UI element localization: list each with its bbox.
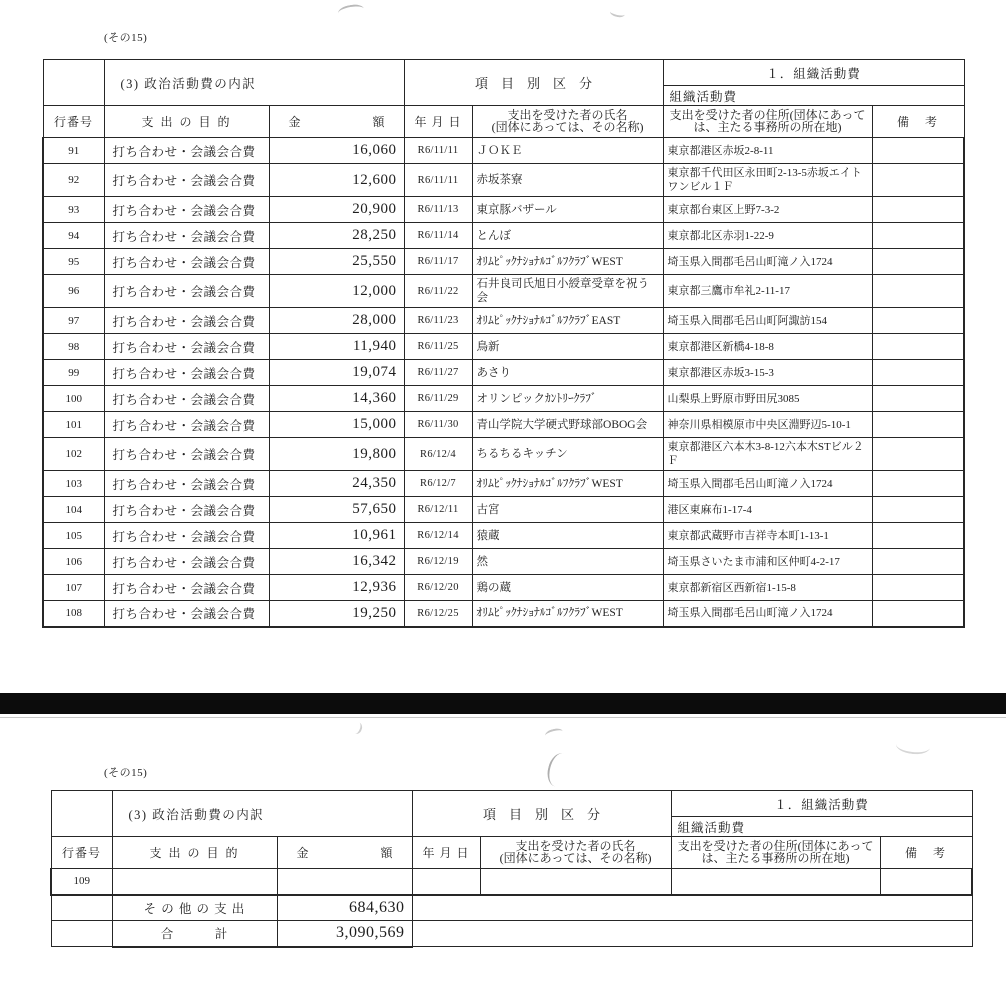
note-cell [872, 601, 964, 627]
section-title: (3) 政治活動費の内訳 [104, 60, 404, 106]
category-main-header: １．組織活動費 [663, 60, 964, 86]
row-number: 95 [43, 249, 104, 275]
note-cell [872, 386, 964, 412]
recipient-name [480, 869, 671, 895]
recipient-name: ＪＯＫＥ [472, 138, 663, 164]
category-main-header: １．組織活動費 [671, 791, 972, 817]
expense-date [412, 869, 480, 895]
expense-amount: 10,961 [269, 523, 404, 549]
expense-purpose: 打ち合わせ・会議会合費 [104, 249, 269, 275]
item-division-header: 項 目 別 区 分 [412, 791, 671, 837]
recipient-name: 古宮 [472, 497, 663, 523]
expense-purpose: 打ち合わせ・会議会合費 [104, 223, 269, 249]
other-expenses-amount: 684,630 [277, 895, 412, 921]
expense-purpose: 打ち合わせ・会議会合費 [104, 523, 269, 549]
recipient-address: 東京都港区六本木3-8-12六本木STビル２Ｆ [663, 438, 872, 471]
sheet-number-label: (その15) [104, 767, 148, 779]
expense-amount: 19,074 [269, 360, 404, 386]
header-corner-blank [43, 60, 104, 106]
expense-row [43, 275, 964, 308]
note-cell [872, 438, 964, 471]
expense-date: R6/12/7 [404, 471, 472, 497]
row-number: 104 [43, 497, 104, 523]
note-cell [872, 164, 964, 197]
page-separator-bar [0, 693, 1006, 714]
col-header-address: 支出を受けた者の住所(団体にあっては、主たる事務所の所在地) [663, 106, 872, 138]
note-cell [872, 497, 964, 523]
expense-amount: 24,350 [269, 471, 404, 497]
col-header-recipient [480, 837, 671, 869]
expense-amount: 11,940 [269, 334, 404, 360]
section-title: (3) 政治活動費の内訳 [112, 791, 412, 837]
recipient-name: ｵﾘﾑﾋﾟｯｸﾅｼｮﾅﾙｺﾞﾙﾌｸﾗﾌﾞWEST [472, 471, 663, 497]
expense-purpose: 打ち合わせ・会議会合費 [104, 308, 269, 334]
expense-row [43, 308, 964, 334]
expense-purpose: 打ち合わせ・会議会合費 [104, 138, 269, 164]
expense-purpose: 打ち合わせ・会議会合費 [104, 334, 269, 360]
expense-row [43, 412, 964, 438]
recipient-name: 青山学院大学硬式野球部OBOG会 [472, 412, 663, 438]
expense-amount: 19,250 [269, 601, 404, 627]
recipient-address: 東京都港区赤坂3-15-3 [663, 360, 872, 386]
expense-row [43, 497, 964, 523]
total-row [51, 921, 972, 947]
recipient-name: 然 [472, 549, 663, 575]
total-amount: 3,090,569 [277, 921, 412, 947]
expense-amount: 57,650 [269, 497, 404, 523]
note-cell [872, 197, 964, 223]
expense-row [43, 386, 964, 412]
expense-date: R6/11/30 [404, 412, 472, 438]
other-expenses-row [51, 895, 972, 921]
expense-row [43, 438, 964, 471]
row-number: 98 [43, 334, 104, 360]
row-number: 106 [43, 549, 104, 575]
summary-spacer [51, 921, 112, 947]
expense-date: R6/11/17 [404, 249, 472, 275]
expense-purpose: 打ち合わせ・会議会合費 [104, 497, 269, 523]
recipient-name: ｵﾘﾑﾋﾟｯｸﾅｼｮﾅﾙｺﾞﾙﾌｸﾗﾌﾞWEST [472, 249, 663, 275]
expense-row [51, 869, 972, 895]
row-number: 109 [51, 869, 112, 895]
expense-date: R6/11/22 [404, 275, 472, 308]
row-number: 101 [43, 412, 104, 438]
recipient-name: 猿蔵 [472, 523, 663, 549]
expense-row [43, 601, 964, 627]
expense-amount: 25,550 [269, 249, 404, 275]
recipient-address: 埼玉県入間郡毛呂山町滝ノ入1724 [663, 471, 872, 497]
recipient-address: 東京都武蔵野市吉祥寺本町1-13-1 [663, 523, 872, 549]
scanned-page-2 [0, 718, 1006, 990]
political-expense-table [42, 59, 965, 628]
expense-purpose: 打ち合わせ・会議会合費 [104, 601, 269, 627]
expense-purpose: 打ち合わせ・会議会合費 [104, 412, 269, 438]
row-number: 94 [43, 223, 104, 249]
row-number: 92 [43, 164, 104, 197]
expense-amount: 12,000 [269, 275, 404, 308]
col-header-row-number: 行番号 [51, 837, 112, 869]
category-sub-header: 組織活動費 [671, 817, 972, 837]
recipient-address: 東京都千代田区永田町2-13-5赤坂エイトワンビル１Ｆ [663, 164, 872, 197]
recipient-address: 神奈川県相模原市中央区淵野辺5-10-1 [663, 412, 872, 438]
expense-date: R6/11/23 [404, 308, 472, 334]
note-cell [872, 471, 964, 497]
row-number: 93 [43, 197, 104, 223]
expense-amount: 12,600 [269, 164, 404, 197]
expense-purpose: 打ち合わせ・会議会合費 [104, 360, 269, 386]
expense-date: R6/12/20 [404, 575, 472, 601]
col-header-purpose: 支 出 の 目 的 [104, 106, 269, 138]
row-number: 91 [43, 138, 104, 164]
summary-spacer [412, 921, 972, 947]
expense-date: R6/12/14 [404, 523, 472, 549]
expense-date: R6/11/25 [404, 334, 472, 360]
recipient-name: 石井良司氏旭日小綬章受章を祝う会 [472, 275, 663, 308]
recipient-address: 埼玉県入間郡毛呂山町滝ノ入1724 [663, 249, 872, 275]
expense-row [43, 523, 964, 549]
expense-date: R6/12/4 [404, 438, 472, 471]
note-cell [872, 412, 964, 438]
col-header-recipient-line1: 支出を受けた者の氏名 [507, 108, 628, 122]
expense-amount [277, 869, 412, 895]
expense-amount: 28,250 [269, 223, 404, 249]
col-header-date: 年 月 日 [412, 837, 480, 869]
expense-date: R6/11/13 [404, 197, 472, 223]
expense-purpose: 打ち合わせ・会議会合費 [104, 438, 269, 471]
recipient-name: 東京豚バザール [472, 197, 663, 223]
expense-purpose: 打ち合わせ・会議会合費 [104, 471, 269, 497]
expense-row [43, 549, 964, 575]
col-header-recipient-line2: (団体にあっては、その名称) [499, 850, 652, 865]
recipient-address [671, 869, 880, 895]
expense-date: R6/12/25 [404, 601, 472, 627]
expense-purpose: 打ち合わせ・会議会合費 [104, 549, 269, 575]
expense-row [43, 471, 964, 497]
note-cell [872, 360, 964, 386]
row-number: 96 [43, 275, 104, 308]
recipient-name: ｵﾘﾑﾋﾟｯｸﾅｼｮﾅﾙｺﾞﾙﾌｸﾗﾌﾞEAST [472, 308, 663, 334]
expense-row [43, 360, 964, 386]
recipient-address: 東京都北区赤羽1-22-9 [663, 223, 872, 249]
row-number: 108 [43, 601, 104, 627]
expense-date: R6/12/11 [404, 497, 472, 523]
expense-row [43, 223, 964, 249]
recipient-name: ちるちるキッチン [472, 438, 663, 471]
expense-amount: 20,900 [269, 197, 404, 223]
recipient-name: ｵﾘﾑﾋﾟｯｸﾅｼｮﾅﾙｺﾞﾙﾌｸﾗﾌﾞWEST [472, 601, 663, 627]
col-header-purpose: 支 出 の 目 的 [112, 837, 277, 869]
recipient-address: 山梨県上野原市野田尻3085 [663, 386, 872, 412]
row-number: 99 [43, 360, 104, 386]
row-number: 107 [43, 575, 104, 601]
recipient-name: 鳥新 [472, 334, 663, 360]
recipient-address: 東京都港区新橋4-18-8 [663, 334, 872, 360]
recipient-address: 埼玉県入間郡毛呂山町滝ノ入1724 [663, 601, 872, 627]
expense-row [43, 334, 964, 360]
expense-date: R6/11/27 [404, 360, 472, 386]
row-number: 102 [43, 438, 104, 471]
note-cell [872, 334, 964, 360]
recipient-address: 東京都台東区上野7-3-2 [663, 197, 872, 223]
note-cell [880, 869, 972, 895]
recipient-name: オリンピックｶﾝﾄﾘｰｸﾗﾌﾞ [472, 386, 663, 412]
col-header-date: 年 月 日 [404, 106, 472, 138]
col-header-amount: 金 額 [277, 837, 412, 869]
expense-amount: 16,060 [269, 138, 404, 164]
sheet-number-label: (その15) [104, 32, 148, 44]
note-cell [872, 308, 964, 334]
expense-row [43, 575, 964, 601]
recipient-name: 赤坂茶寮 [472, 164, 663, 197]
row-number: 103 [43, 471, 104, 497]
expense-purpose: 打ち合わせ・会議会合費 [104, 197, 269, 223]
expense-amount: 14,360 [269, 386, 404, 412]
note-cell [872, 275, 964, 308]
col-header-note: 備 考 [872, 106, 964, 138]
col-header-recipient [472, 106, 663, 138]
recipient-name: とんぼ [472, 223, 663, 249]
expense-purpose [112, 869, 277, 895]
expense-purpose: 打ち合わせ・会議会合費 [104, 275, 269, 308]
item-division-header: 項 目 別 区 分 [404, 60, 663, 106]
political-expense-summary-table [50, 790, 973, 948]
recipient-address: 東京都新宿区西新宿1-15-8 [663, 575, 872, 601]
other-expenses-label: そ の 他 の 支 出 [112, 895, 277, 921]
expense-date: R6/11/14 [404, 223, 472, 249]
recipient-address: 東京都港区赤坂2-8-11 [663, 138, 872, 164]
category-sub-header: 組織活動費 [663, 86, 964, 106]
col-header-row-number: 行番号 [43, 106, 104, 138]
recipient-address: 埼玉県入間郡毛呂山町阿諏訪154 [663, 308, 872, 334]
recipient-name: あさり [472, 360, 663, 386]
summary-spacer [51, 895, 112, 921]
total-label: 合 計 [112, 921, 277, 947]
expense-row [43, 138, 964, 164]
expense-purpose: 打ち合わせ・会議会合費 [104, 386, 269, 412]
note-cell [872, 223, 964, 249]
recipient-name: 鶏の蔵 [472, 575, 663, 601]
note-cell [872, 575, 964, 601]
row-number: 105 [43, 523, 104, 549]
expense-purpose: 打ち合わせ・会議会合費 [104, 575, 269, 601]
expense-row [43, 249, 964, 275]
col-header-amount: 金 額 [269, 106, 404, 138]
note-cell [872, 138, 964, 164]
note-cell [872, 523, 964, 549]
expense-row [43, 197, 964, 223]
col-header-note: 備 考 [880, 837, 972, 869]
expense-amount: 15,000 [269, 412, 404, 438]
expense-date: R6/11/11 [404, 138, 472, 164]
recipient-address: 東京都三鷹市牟礼2-11-17 [663, 275, 872, 308]
expense-date: R6/11/29 [404, 386, 472, 412]
expense-amount: 12,936 [269, 575, 404, 601]
summary-spacer [412, 895, 972, 921]
row-number: 97 [43, 308, 104, 334]
col-header-recipient-line2: (団体にあっては、その名称) [491, 119, 644, 134]
expense-amount: 28,000 [269, 308, 404, 334]
expense-amount: 19,800 [269, 438, 404, 471]
recipient-address: 港区東麻布1-17-4 [663, 497, 872, 523]
expense-amount: 16,342 [269, 549, 404, 575]
row-number: 100 [43, 386, 104, 412]
header-corner-blank [51, 791, 112, 837]
recipient-address: 埼玉県さいたま市浦和区仲町4-2-17 [663, 549, 872, 575]
expense-date: R6/12/19 [404, 549, 472, 575]
note-cell [872, 249, 964, 275]
expense-date: R6/11/11 [404, 164, 472, 197]
col-header-recipient-line1: 支出を受けた者の氏名 [515, 839, 636, 853]
expense-purpose: 打ち合わせ・会議会合費 [104, 164, 269, 197]
expense-row [43, 164, 964, 197]
note-cell [872, 549, 964, 575]
col-header-address: 支出を受けた者の住所(団体にあっては、主たる事務所の所在地) [671, 837, 880, 869]
